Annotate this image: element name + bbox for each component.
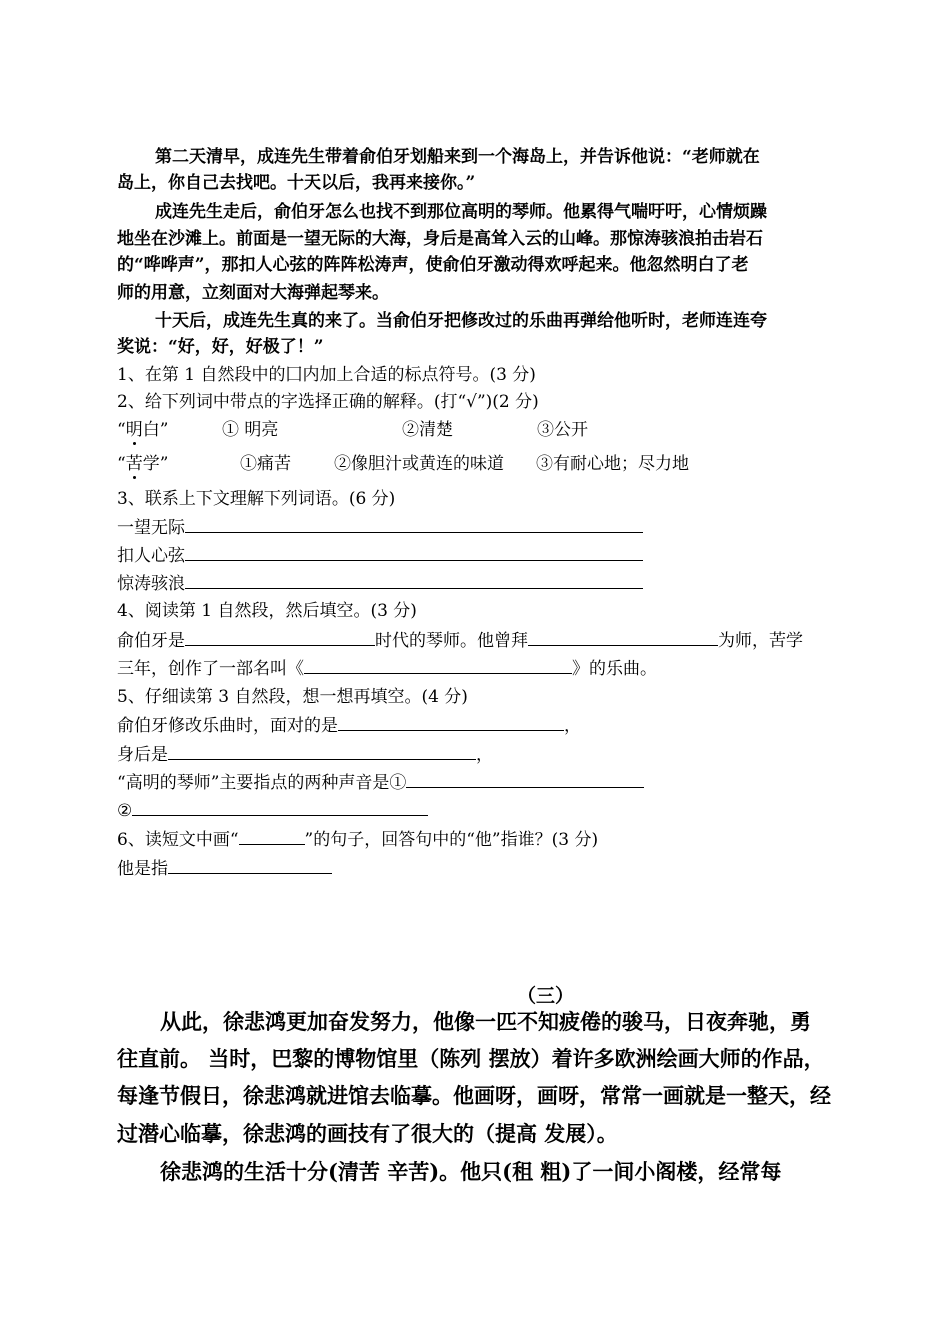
question-3: 3、联系上下文理解下列词语。(6 分): [117, 489, 396, 509]
answer-blank[interactable]: [185, 627, 375, 646]
question-4: 4、阅读第 1 自然段，然后填空。(3 分): [117, 601, 417, 621]
answer-blank[interactable]: [406, 769, 644, 788]
q2-word-kuxue: “苦学”: [117, 454, 169, 474]
passage-line: 的“哗哗声”，那扣人心弦的阵阵松涛声，使俞伯牙激动得欢呼起来。他忽然明白了老: [117, 255, 749, 275]
question-6: 6、读短文中画“ ”的句子，回答句中的“他”指谁？(3 分): [117, 826, 598, 853]
answer-blank[interactable]: [168, 855, 332, 874]
passage-line: 岛上，你自己去找吧。十天以后，我再来接你。”: [117, 173, 476, 193]
passage-line: 往直前。 当时，巴黎的博物馆里（陈列 摆放）着许多欧洲绘画大师的作品，: [117, 1046, 825, 1071]
q5-line-b: 身后是 ，: [117, 741, 493, 768]
q4-line-a: 俞伯牙是 时代的琴师。他曾拜 为师，苦学: [117, 627, 803, 654]
q3-term: 一望无际: [117, 514, 643, 541]
passage-line: 从此，徐悲鸿更加奋发努力，他像一匹不知疲倦的骏马，日夜奔驰，勇: [160, 1009, 811, 1034]
answer-blank[interactable]: [185, 542, 643, 561]
q5-line-d: ②: [117, 797, 428, 824]
passage-line: 徐悲鸿的生活十分(清苦 辛苦)。他只(租 粗)了一间小阁楼，经常每: [160, 1159, 782, 1184]
answer-blank[interactable]: [168, 741, 476, 760]
passage-line: 每逢节假日，徐悲鸿就进馆去临摹。他画呀，画呀，常常一画就是一整天，经: [117, 1083, 831, 1108]
q2-option[interactable]: ②像胆汁或黄连的味道: [334, 454, 504, 474]
underline-sample: [239, 826, 305, 845]
q3-term: 扣人心弦: [117, 542, 643, 569]
dotted-char: 明: [125, 420, 143, 440]
q2-option[interactable]: ③公开: [537, 420, 588, 440]
q3-term: 惊涛骇浪: [117, 570, 643, 597]
passage-line: 第二天清早，成连先生带着俞伯牙划船来到一个海岛上，并告诉他说：“老师就在: [155, 147, 760, 167]
answer-blank[interactable]: [132, 797, 428, 816]
passage-line: 奖说：“好，好，好极了！”: [117, 337, 324, 357]
question-2: 2、给下列词中带点的字选择正确的解释。(打“√”)(2 分): [117, 392, 539, 412]
answer-blank[interactable]: [185, 514, 643, 533]
answer-blank[interactable]: [185, 570, 643, 589]
q6-answer: 他是指: [117, 855, 332, 882]
answer-blank[interactable]: [528, 627, 718, 646]
q2-option[interactable]: ③有耐心地；尽力地: [536, 454, 689, 474]
section-heading: （三）: [517, 985, 575, 1007]
q5-line-a: 俞伯牙修改乐曲时，面对的是 ，: [117, 712, 581, 739]
q5-line-c: “高明的琴师”主要指点的两种声音是①: [117, 769, 644, 796]
q4-line-b: 三年，创作了一部名叫《 》的乐曲。: [117, 655, 657, 682]
passage-line: 十天后，成连先生真的来了。当俞伯牙把修改过的乐曲再弹给他听时，老师连连夸: [155, 311, 767, 331]
passage-line: 地坐在沙滩上。前面是一望无际的大海，身后是高耸入云的山峰。那惊涛骇浪拍击岩石: [117, 229, 763, 249]
passage-line: 成连先生走后，俞伯牙怎么也找不到那位高明的琴师。他累得气喘吁吁，心情烦躁: [155, 202, 767, 222]
q2-word-mingbai: “明白”: [117, 420, 169, 440]
passage-line: 过潜心临摹，徐悲鸿的画技有了很大的（提高 发展）。: [117, 1121, 618, 1146]
passage-line: 师的用意，立刻面对大海弹起琴来。: [117, 283, 389, 303]
answer-blank[interactable]: [304, 655, 572, 674]
q2-option[interactable]: ①痛苦: [240, 454, 291, 474]
question-5: 5、仔细读第 3 自然段，想一想再填空。(4 分): [117, 687, 468, 707]
q2-option[interactable]: ②清楚: [402, 420, 453, 440]
dotted-char: 苦: [125, 454, 143, 474]
q2-option[interactable]: ① 明亮: [222, 420, 279, 440]
question-1: 1、在第 1 自然段中的囗内加上合适的标点符号。(3 分): [117, 365, 536, 385]
answer-blank[interactable]: [338, 712, 564, 731]
